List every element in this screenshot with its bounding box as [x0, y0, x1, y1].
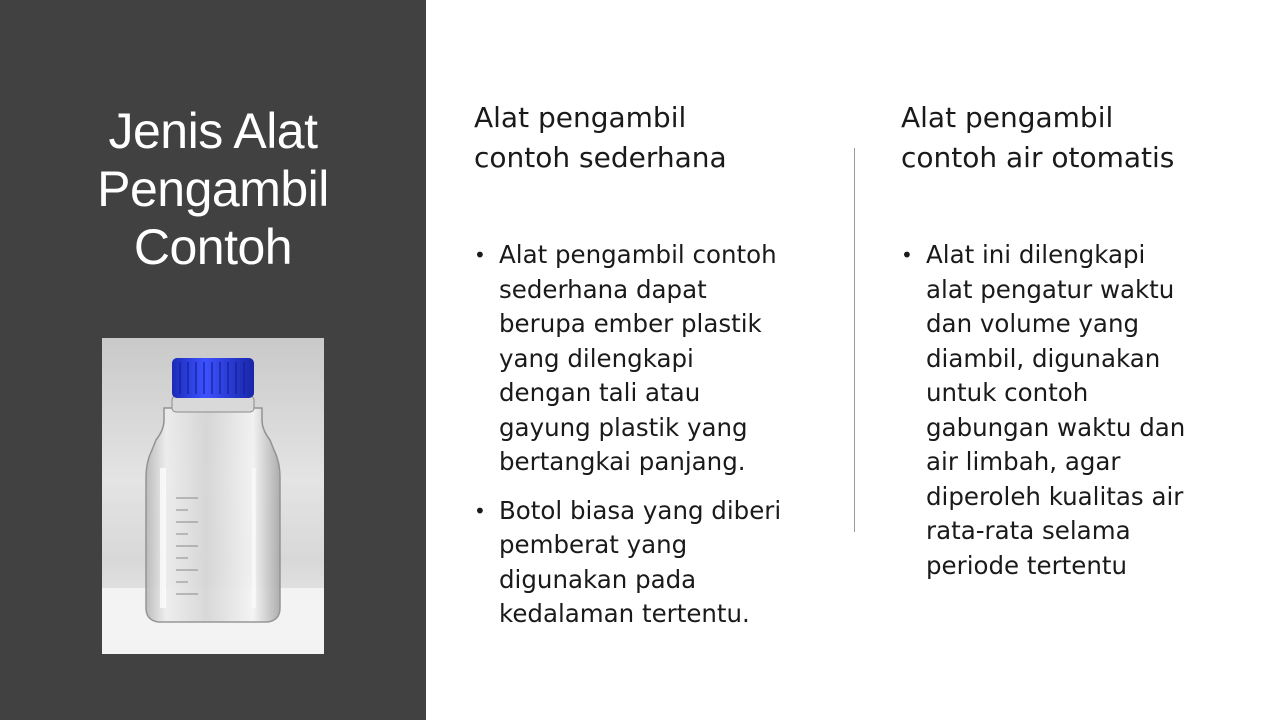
blue-cap [172, 358, 254, 398]
bullet-line: diperoleh kualitas air [926, 481, 1184, 511]
bullet-item [901, 238, 1261, 583]
bullet-line: diambil, digunakan [926, 343, 1161, 373]
heading-line: contoh sederhana [474, 141, 727, 174]
bullet-line: bertangkai panjang. [499, 447, 746, 476]
bullet-line: digunakan pada [499, 564, 697, 594]
column-simple-sampler [474, 98, 834, 628]
bullet-icon: • [474, 243, 486, 267]
title-line: Contoh [133, 219, 293, 275]
bullet-line: alat pengatur waktu [926, 274, 1175, 304]
bullet-line: dan volume yang [926, 309, 1140, 338]
bullet-line: berupa ember plastik [499, 309, 762, 338]
column-automatic-sampler [901, 98, 1261, 580]
bullet-line: Alat pengambil contoh [499, 240, 777, 269]
bullet-item [474, 238, 834, 480]
bottle-neck [172, 396, 254, 412]
bullet-line: untuk contoh [926, 378, 1089, 407]
bullet-line: gabungan waktu dan [926, 412, 1186, 442]
heading-line: Alat pengambil [474, 101, 687, 134]
bullet-icon: • [901, 243, 913, 267]
title-line: Pengambil [97, 161, 329, 217]
bottle-photo [102, 338, 324, 654]
bottle-body [146, 408, 280, 622]
bullet-list [901, 238, 1261, 597]
slide-title [20, 102, 406, 276]
bullet-icon: • [474, 498, 486, 523]
column-heading [901, 98, 1241, 178]
bullet-line: Alat ini dilengkapi [926, 240, 1146, 269]
left-panel [0, 0, 426, 720]
bullet-line: pemberat yang [499, 530, 688, 559]
bullet-list [474, 238, 834, 646]
heading-line: contoh air otomatis [901, 141, 1175, 174]
glass-highlight [160, 468, 166, 608]
bullet-line: gayung plastik yang [499, 412, 748, 442]
title-line: Jenis Alat [108, 103, 318, 159]
bullet-line: kedalaman tertentu. [499, 599, 750, 628]
column-divider [854, 148, 855, 532]
bullet-line: rata-rata selama [926, 516, 1131, 545]
column-heading [474, 98, 814, 178]
bullet-line: sederhana dapat [499, 274, 707, 304]
bullet-line: Botol biasa yang diberi [499, 495, 782, 525]
bullet-line: dengan tali atau [499, 378, 701, 407]
bullet-line: periode tertentu [926, 550, 1128, 580]
bullet-line: air limbah, agar [926, 447, 1121, 476]
bullet-line: yang dilengkapi [499, 343, 694, 373]
glass-bottle-image [102, 338, 324, 654]
glass-highlight [252, 468, 256, 608]
bullet-item [474, 494, 834, 632]
heading-line: Alat pengambil [901, 101, 1114, 134]
